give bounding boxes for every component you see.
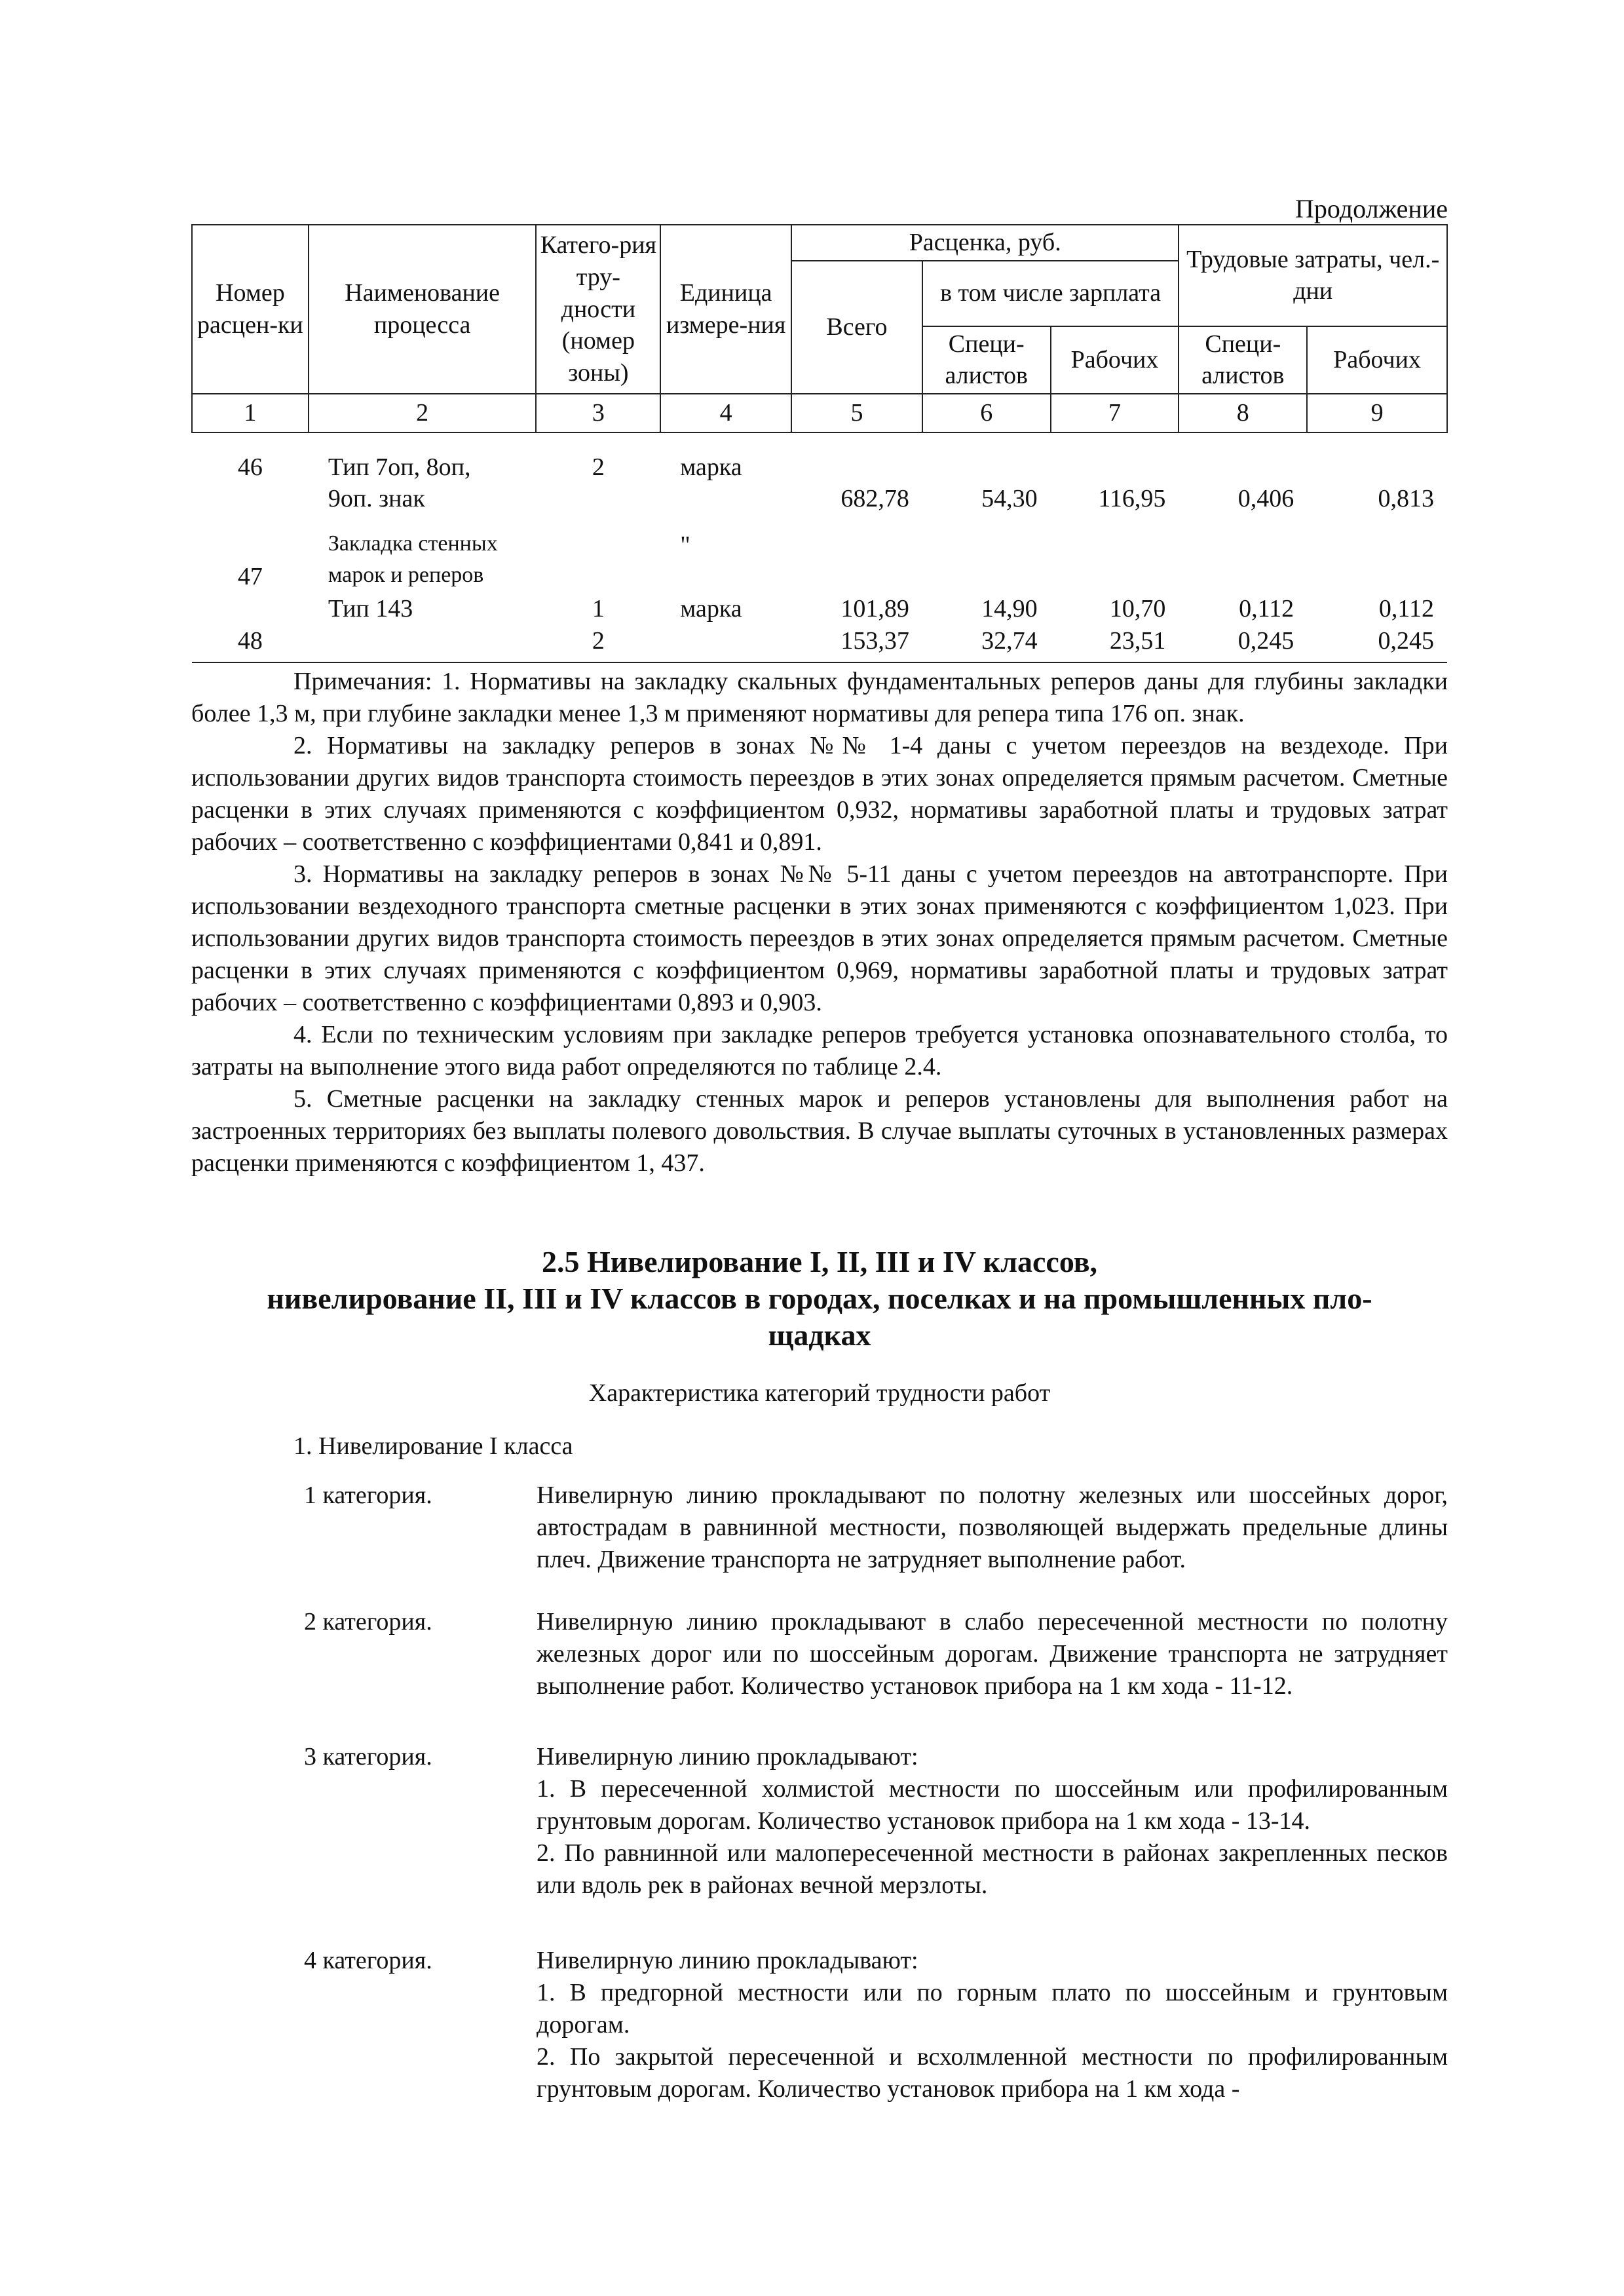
header-labor-specialists: Специ-алистов	[1179, 326, 1307, 394]
cell-total: 101,89	[840, 595, 909, 622]
cell-labor-workers: 0,245	[1307, 625, 1447, 663]
cell-category: 1	[592, 595, 605, 622]
column-number: 2	[309, 394, 537, 432]
cell-category	[536, 515, 660, 562]
column-number: 5	[791, 394, 922, 432]
cell-unit: марка	[680, 595, 742, 622]
cell-labor-workers	[1307, 561, 1447, 593]
header-labor-workers: Рабочих	[1307, 326, 1447, 394]
cell-labor-specialists	[1179, 432, 1307, 484]
cell-process-name: Тип 7оп, 8оп,	[328, 453, 471, 481]
cell-unit	[660, 483, 791, 515]
cell-labor-specialists: 0,406	[1237, 485, 1294, 513]
cell-process-name: Тип 143	[328, 595, 413, 622]
category-paragraph: 1. В пересеченной холмистой местности по шоссейным или профилированным грунтовым дорогам. Количество установок прибора на 1 км хода - 13-14.	[537, 1775, 1448, 1835]
section-heading	[191, 1244, 1448, 1354]
category-paragraph: Нивелирную линию прокладывают по полотну железных или шоссейных дорог, автострадам в равнинной местности, позволяющей выдержать предельные длины плеч. Движение транспорта не затрудняет выполнение работ.	[537, 1482, 1448, 1573]
table-row	[192, 483, 1447, 515]
notes-block	[191, 666, 1448, 1179]
category-paragraph: Нивелирную линию прокладывают в слабо пересеченной местности по полотну железных дорог или по шоссейным дорогам. Движение транспорта не затрудняет выполнение работ. Количество установок прибора на 1 км хода - 11-12.	[537, 1608, 1448, 1700]
section-heading-line: 2.5 Нивелирование I, II, III и IV классов,	[541, 1245, 1098, 1278]
table-row	[192, 625, 1447, 663]
cell-wage-workers	[1051, 515, 1179, 562]
category-paragraph: 2. По закрытой пересеченной и всхолмленной местности по профилированным грунтовым дорогам. Количество установок прибора на 1 км хода -	[537, 2043, 1448, 2103]
header-total: Всего	[791, 261, 922, 394]
cell-total: 682,78	[840, 485, 909, 513]
cell-total	[791, 432, 922, 484]
cell-labor-workers: 0,112	[1378, 595, 1434, 622]
category-paragraph: 1. В предгорной местности или по горным плато по шоссейным и грунтовым дорогам.	[537, 1979, 1448, 2038]
cell-category	[536, 483, 660, 515]
cell-rate-number: 47	[237, 563, 263, 591]
section-subtitle: Характеристика категорий трудности работ	[588, 1379, 1051, 1407]
table-row	[192, 561, 1447, 593]
cell-process-name	[309, 625, 537, 663]
category-description	[537, 1741, 1448, 1902]
cell-labor-workers	[1307, 515, 1447, 562]
cell-category: 2	[536, 625, 660, 663]
cell-total	[791, 561, 922, 593]
cell-labor-specialists: 0,112	[1239, 595, 1294, 622]
cell-rate-number: 46	[237, 453, 263, 481]
header-wage-workers: Рабочих	[1051, 326, 1179, 394]
cell-total	[791, 515, 922, 562]
note-paragraph: 3. Нормативы на закладку реперов в зонах №№ 5-11 даны с учетом переездов на автотранспорте. При использовании вездеходного транспорта сметные расценки в этих зонах применяются с коэффициентом 1,023. При использовании других видов транспорта стоимость переездов в этих зонах определяется прямым расчетом. Сметные расценки в этих случаях применяются с коэффициентом 0,969, нормативы заработной платы и трудовых затрат рабочих – соответственно с коэффициентами 0,893 и 0,903.	[191, 860, 1448, 1016]
cell-wage-workers	[1051, 561, 1179, 593]
category-paragraph: Нивелирную линию прокладывают:	[537, 1947, 918, 1974]
header-unit: Единица измере-ния	[660, 225, 791, 394]
table-row	[192, 593, 1447, 625]
cell-wage-specialists: 54,30	[981, 485, 1038, 513]
cell-process-name: марок и реперов	[328, 563, 484, 588]
category-description	[537, 1606, 1448, 1702]
category-label: 4 категория.	[304, 1947, 432, 1974]
cell-labor-workers	[1307, 432, 1447, 484]
category-label: 1 категория.	[304, 1482, 432, 1509]
header-category: Катего-рия тру-дности (номер зоны)	[536, 225, 660, 394]
table-row	[192, 515, 1447, 562]
cell-unit	[660, 625, 791, 663]
cell-wage-specialists: 14,90	[981, 595, 1038, 622]
cell-wage-specialists	[922, 561, 1051, 593]
header-including: в том числе зарплата	[922, 261, 1179, 326]
column-number: 7	[1051, 394, 1179, 432]
cell-labor-specialists	[1179, 515, 1307, 562]
subsection-heading: 1. Нивелирование I класса	[293, 1432, 573, 1460]
cell-unit: марка	[680, 453, 742, 481]
cell-rate-number	[192, 515, 309, 562]
cell-labor-specialists	[1179, 561, 1307, 593]
header-rate-group: Расценка, руб.	[791, 225, 1179, 261]
column-number: 8	[1179, 394, 1307, 432]
cell-wage-specialists: 32,74	[922, 625, 1051, 663]
header-wage-specialists: Специ-алистов	[922, 326, 1051, 394]
table-row	[192, 432, 1447, 484]
cell-process-name: 9оп. знак	[328, 485, 425, 513]
cell-wage-workers	[1051, 432, 1179, 484]
category-label: 2 категория.	[304, 1608, 432, 1636]
cell-rate-number	[192, 483, 309, 515]
continuation-label: Продолжение	[1295, 194, 1448, 223]
rates-table	[191, 224, 1448, 663]
section-heading-line: щадках	[768, 1318, 871, 1352]
category-description	[537, 1480, 1448, 1576]
note-paragraph: 2. Нормативы на закладку реперов в зонах №№ 1-4 даны с учетом переездов на вездеходе. При использовании других видов транспорта стоимость переездов в этих зонах определяется прямым расчетом. Сметные расценки в этих случаях применяются с коэффициентом 0,932, нормативы заработной платы и трудовых затрат рабочих – соответственно с коэффициентами 0,841 и 0,891.	[191, 732, 1448, 856]
cell-labor-workers: 0,813	[1378, 485, 1434, 513]
cell-wage-workers: 10,70	[1109, 595, 1166, 622]
header-rate-number: Номер расцен-ки	[192, 225, 309, 394]
cell-wage-workers: 23,51	[1051, 625, 1179, 663]
cell-wage-specialists	[922, 515, 1051, 562]
cell-process-name: Закладка стенных	[328, 531, 498, 556]
category-paragraph: 2. По равнинной или малопересеченной местности в районах закрепленных песков или вдоль рек в районах вечной мерзлоты.	[537, 1839, 1448, 1899]
column-number: 3	[536, 394, 660, 432]
column-number: 6	[922, 394, 1051, 432]
cell-rate-number	[192, 593, 309, 625]
category-label: 3 категория.	[304, 1743, 432, 1770]
cell-total: 153,37	[791, 625, 922, 663]
column-number: 1	[192, 394, 309, 432]
column-number: 9	[1307, 394, 1447, 432]
section-heading-line: нивелирование II, III и IV классов в городах, поселках и на промышленных пло-	[267, 1282, 1372, 1315]
cell-wage-specialists	[922, 432, 1051, 484]
header-labor-group: Трудовые затраты, чел.-дни	[1179, 225, 1447, 326]
column-number: 4	[660, 394, 791, 432]
category-description	[537, 1945, 1448, 2105]
note-paragraph: Примечания: 1. Нормативы на закладку скальных фундаментальных реперов даны для глубины закладки более 1,3 м, при глубине закладки менее 1,3 м применяют нормативы для репера типа 176 оп. знак.	[191, 668, 1448, 727]
cell-unit	[660, 561, 791, 593]
header-process-name: Наименование процесса	[309, 225, 537, 394]
cell-category	[536, 561, 660, 593]
cell-category: 2	[592, 453, 605, 481]
note-paragraph: 5. Сметные расценки на закладку стенных марок и реперов установлены для выполнения работ на застроенных территориях без выплаты полевого довольствия. В случае выплаты суточных в установленных размерах расценки применяются с коэффициентом 1, 437.	[191, 1085, 1448, 1177]
cell-rate-number: 48	[192, 625, 309, 663]
cell-unit: "	[680, 531, 690, 559]
cell-labor-specialists: 0,245	[1179, 625, 1307, 663]
cell-wage-workers: 116,95	[1098, 485, 1166, 513]
note-paragraph: 4. Если по техническим условиям при закладке реперов требуется установка опознавательного столба, то затраты на выполнение этого вида работ определяются по таблице 2.4.	[191, 1021, 1448, 1081]
category-paragraph: Нивелирную линию прокладывают:	[537, 1743, 918, 1770]
